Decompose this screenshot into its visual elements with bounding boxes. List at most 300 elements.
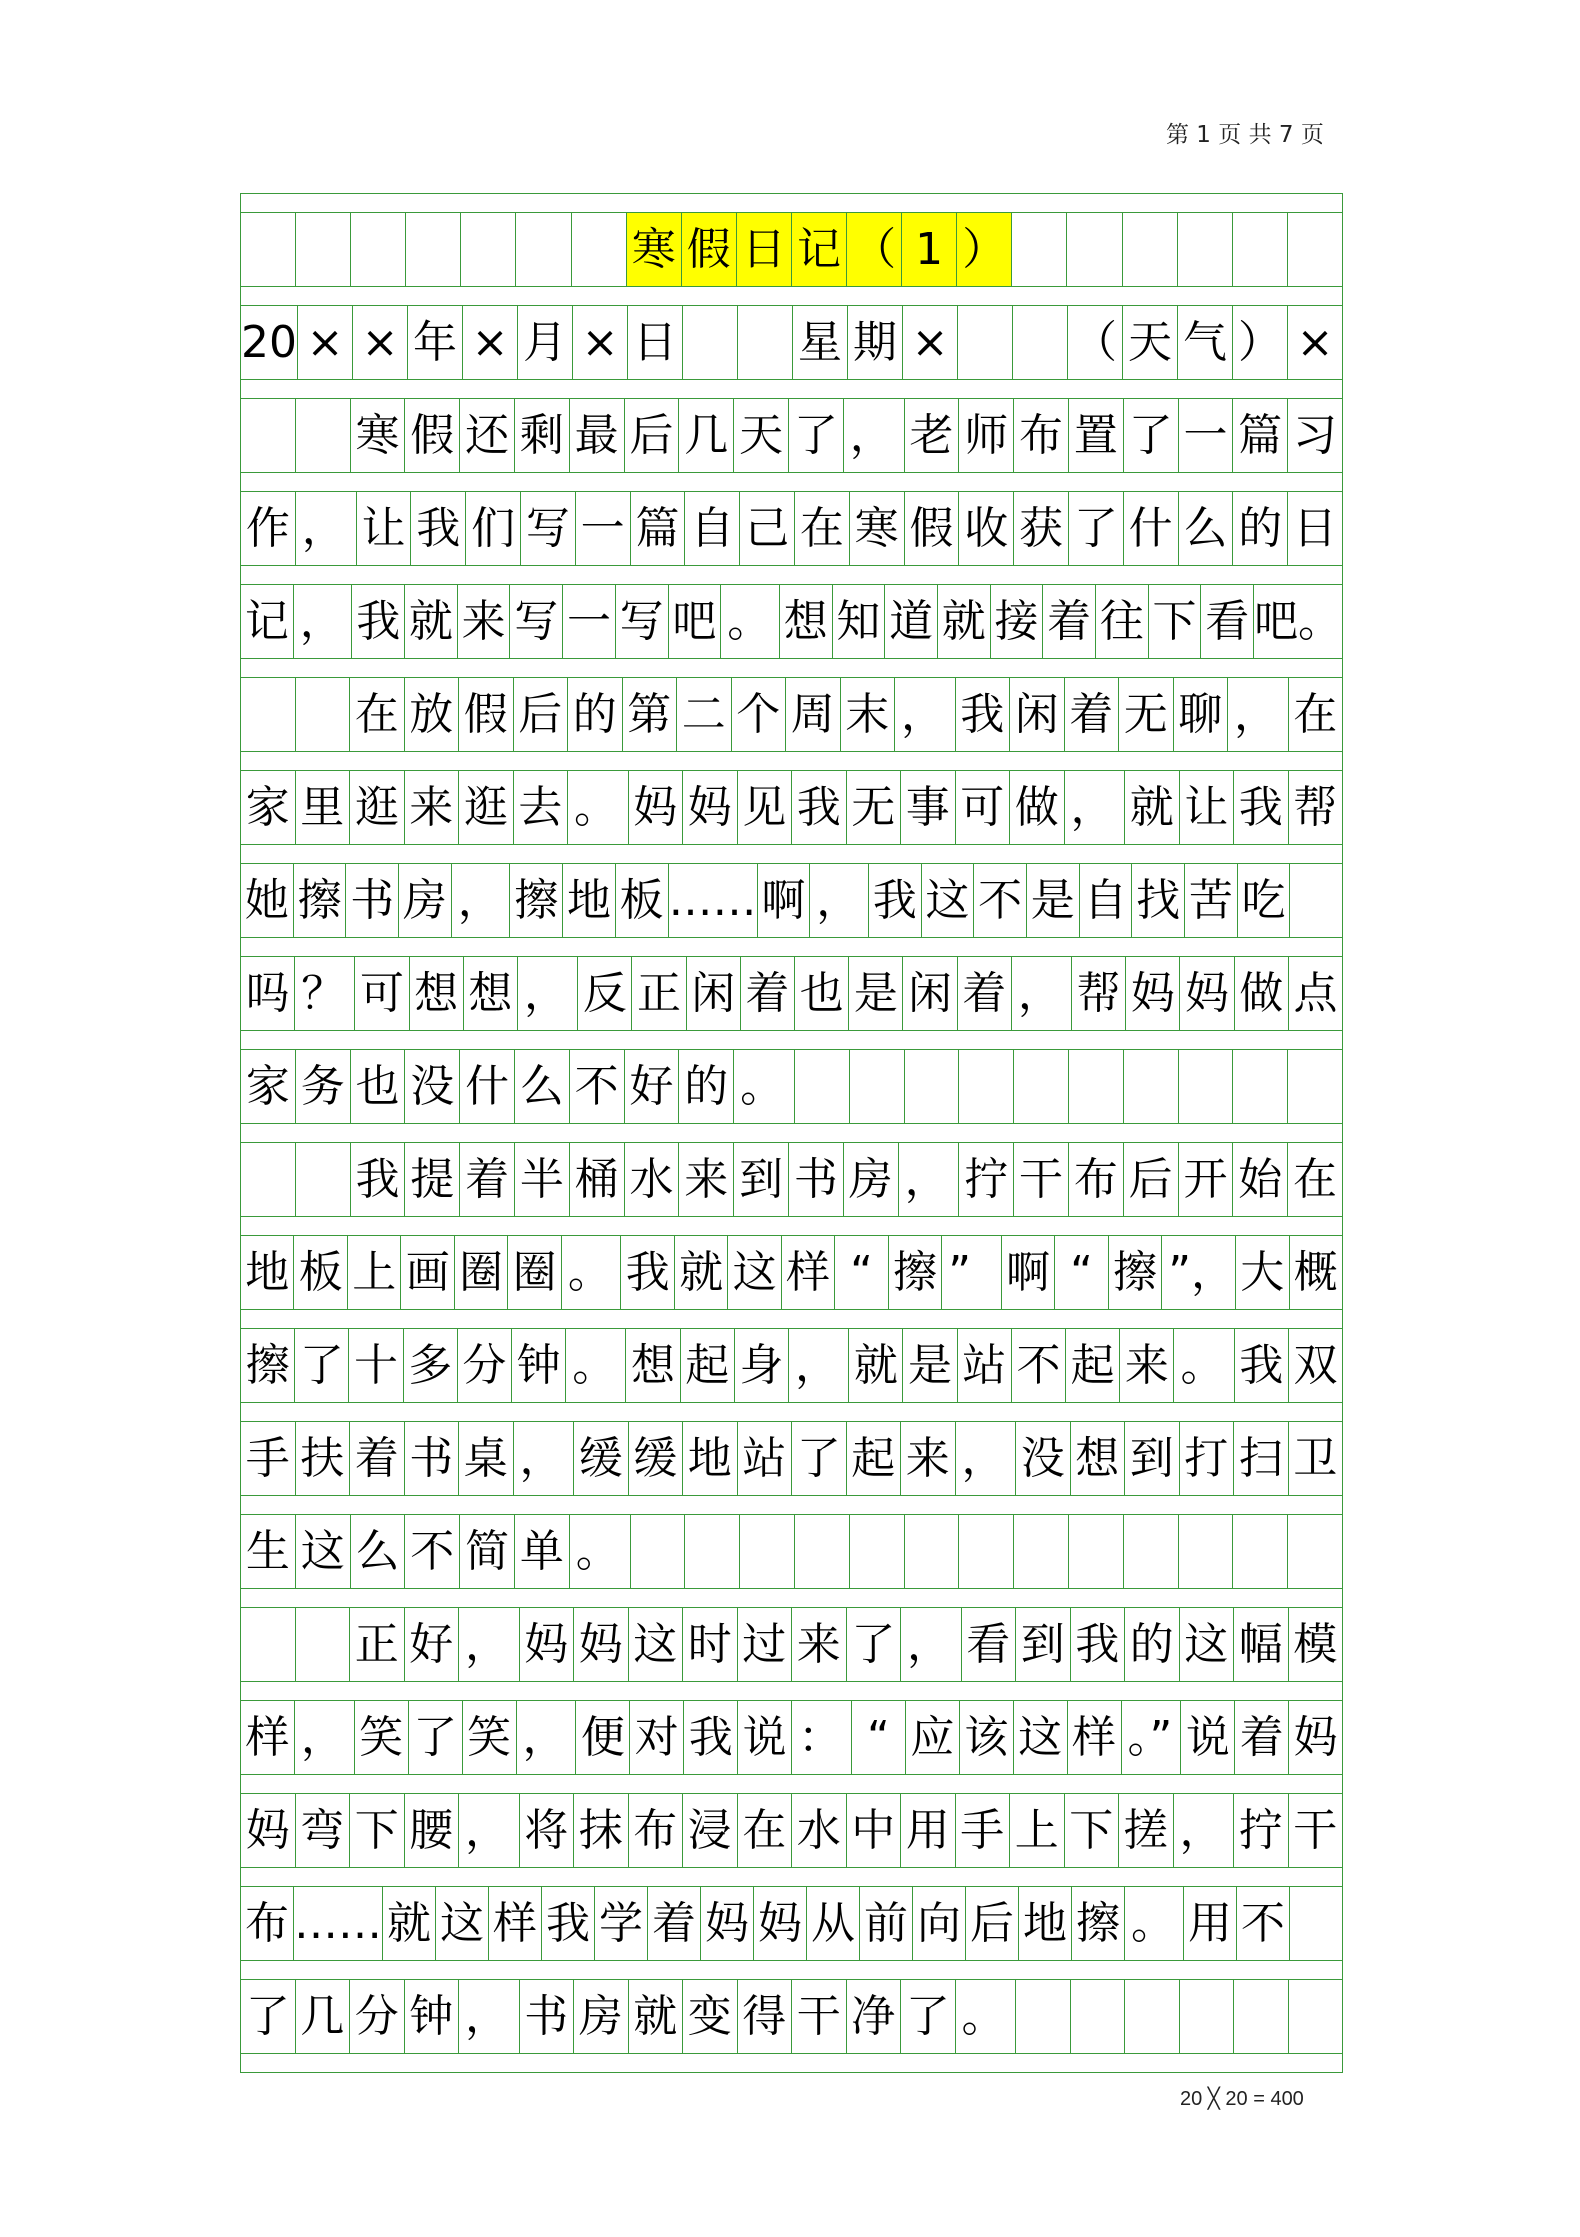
grid-cell: 妈	[701, 1887, 754, 1960]
grid-cell: 了	[295, 1329, 349, 1402]
grid-cell: 这	[1014, 1701, 1068, 1774]
grid-cell: 抹	[574, 1794, 629, 1867]
grid-cell: 去	[514, 771, 569, 844]
grid-cell: ，	[459, 1608, 520, 1681]
grid-cell: 布	[629, 1794, 684, 1867]
grid-cell: 妈	[1126, 957, 1180, 1030]
grid-cell: 擦	[510, 864, 563, 937]
row-spacer	[240, 2053, 1343, 2072]
grid-cell: 干	[1289, 1794, 1344, 1867]
grid-cell: 闲	[687, 957, 741, 1030]
grid-cell: 半	[515, 1143, 570, 1216]
title-cell	[296, 213, 351, 286]
grid-cell: 最	[570, 399, 625, 472]
grid-cell: 着	[1043, 585, 1096, 658]
grid-cell: 来	[792, 1608, 847, 1681]
grid-cell: 水	[625, 1143, 680, 1216]
row-spacer	[240, 1495, 1343, 1514]
grid-cell	[1125, 1980, 1180, 2053]
grid-cell: 闲	[903, 957, 957, 1030]
grid-cell: 样	[241, 1701, 295, 1774]
grid-cell: 想	[1071, 1422, 1126, 1495]
grid-cell: 逛	[350, 771, 405, 844]
text-row	[240, 1142, 1343, 1216]
grid-cell: 没	[405, 1050, 460, 1123]
grid-cell: 收	[959, 492, 1014, 565]
grid-cell: 下	[1065, 1794, 1120, 1867]
grid-cell: 在	[795, 492, 850, 565]
grid-cell: 帮	[1072, 957, 1126, 1030]
grid-cell: 地	[563, 864, 616, 937]
grid-cell: 书	[789, 1143, 844, 1216]
grid-cell: 了	[1069, 492, 1124, 565]
grid-cell: 日	[628, 306, 683, 379]
grid-cell: 着	[648, 1887, 701, 1960]
grid-cell: 妈	[520, 1608, 575, 1681]
grid-cell: 来	[901, 1422, 956, 1495]
grid-cell: 不	[1237, 1887, 1290, 1960]
title-cell	[406, 213, 461, 286]
grid-cell: 妈	[1289, 1701, 1343, 1774]
grid-cell: 就	[405, 585, 458, 658]
grid-cell: ，	[1012, 957, 1072, 1030]
grid-cell: 想	[780, 585, 833, 658]
title-cell: 假	[682, 213, 737, 286]
grid-cell: 无	[847, 771, 902, 844]
grid-cell	[958, 306, 1013, 379]
grid-cell: 我	[1235, 1329, 1289, 1402]
grid-cell: 了	[901, 1980, 956, 2053]
grid-cell: 假	[905, 492, 960, 565]
grid-cell: 房	[399, 864, 452, 937]
row-spacer	[240, 1216, 1343, 1235]
grid-cell: 这	[922, 864, 975, 937]
row-spacer	[240, 1402, 1343, 1421]
grid-cell: 扶	[296, 1422, 351, 1495]
grid-cell: 吗	[241, 957, 295, 1030]
grid-cell	[850, 1050, 905, 1123]
grid-cell: 二	[677, 678, 732, 751]
grid-cell: 着	[958, 957, 1012, 1030]
grid-cell: 着	[350, 1422, 405, 1495]
grid-cell	[850, 1515, 905, 1588]
grid-cell: 让	[357, 492, 412, 565]
grid-cell: 置	[1069, 399, 1124, 472]
grid-cell	[683, 306, 738, 379]
grid-cell: 就	[383, 1887, 436, 1960]
grid-cell	[296, 1143, 351, 1216]
grid-cell: 了	[792, 1422, 847, 1495]
grid-cell: 圈	[455, 1236, 508, 1309]
grid-cell: 卫	[1289, 1422, 1344, 1495]
grid-cell: ×	[353, 306, 408, 379]
grid-cell: 这	[436, 1887, 489, 1960]
grid-cell: 说	[738, 1701, 792, 1774]
grid-cell: 老	[905, 399, 960, 472]
grid-cell: ，	[517, 1701, 577, 1774]
grid-cell: ，	[956, 1422, 1017, 1495]
grid-cell: 地	[1019, 1887, 1072, 1960]
grid-cell: 就	[629, 1980, 684, 2053]
grid-cell: ……	[669, 864, 758, 937]
title-cell: 1	[902, 213, 957, 286]
grid-cell: 分	[458, 1329, 512, 1402]
grid-cell: 缓	[629, 1422, 684, 1495]
grid-cell: 钟	[512, 1329, 566, 1402]
grid-cell: 十	[349, 1329, 403, 1402]
grid-cell	[1290, 1887, 1343, 1960]
grid-cell: 一	[563, 585, 616, 658]
grid-cell: ×	[903, 306, 958, 379]
grid-cell: 后	[1124, 1143, 1179, 1216]
grid-cell: ，	[514, 1422, 575, 1495]
grid-cell: 提	[405, 1143, 460, 1216]
grid-cell: 腰	[405, 1794, 460, 1867]
grid-cell: 可	[355, 957, 409, 1030]
grid-cell: 浸	[683, 1794, 738, 1867]
grid-cell: 记	[241, 585, 294, 658]
grid-cell: ，	[844, 399, 905, 472]
grid-cell: 篇	[1233, 399, 1288, 472]
grid-cell: 妈	[754, 1887, 807, 1960]
grid-cell: 正	[632, 957, 686, 1030]
grid-cell: 来	[458, 585, 511, 658]
grid-cell: 做	[1010, 771, 1065, 844]
grid-cell: 没	[1016, 1422, 1071, 1495]
row-spacer	[240, 1681, 1343, 1700]
grid-cell: 我	[411, 492, 466, 565]
grid-cell: 这	[1180, 1608, 1235, 1681]
grid-cell: ”，	[1162, 1236, 1236, 1309]
grid-cell: 无	[1119, 678, 1174, 751]
grid-cell: 这	[296, 1515, 351, 1588]
row-spacer	[240, 565, 1343, 584]
grid-cell: 啊	[1002, 1236, 1055, 1309]
grid-cell: 在	[1288, 1143, 1343, 1216]
row-spacer	[240, 751, 1343, 770]
grid-cell: 地	[683, 1422, 738, 1495]
grid-cell	[1288, 1515, 1343, 1588]
row-spacer	[240, 1960, 1343, 1979]
grid-cell: ，	[901, 1608, 962, 1681]
grid-cell: 正	[350, 1608, 405, 1681]
grid-cell: 末	[841, 678, 896, 751]
grid-cell: 概	[1290, 1236, 1343, 1309]
grid-cell: 获	[1014, 492, 1069, 565]
grid-cell: 。”	[1122, 1701, 1182, 1774]
grid-size-note: 20 ╳ 20 = 400	[1180, 2088, 1304, 2110]
title-cell	[1012, 213, 1067, 286]
grid-cell: 么	[515, 1050, 570, 1123]
grid-cell: 了	[789, 399, 844, 472]
grid-cell: 个	[732, 678, 787, 751]
text-row	[240, 584, 1343, 658]
grid-cell: 拧	[1234, 1794, 1289, 1867]
grid-cell: 样	[489, 1887, 542, 1960]
grid-cell: ，	[1228, 678, 1289, 751]
grid-cell: 20	[241, 306, 298, 379]
grid-cell	[1179, 1050, 1234, 1123]
grid-cell: 到	[1016, 1608, 1071, 1681]
grid-cell: 上	[348, 1236, 401, 1309]
grid-cell: 桌	[459, 1422, 514, 1495]
grid-cell: 我	[1071, 1608, 1126, 1681]
grid-cell: 啊	[758, 864, 811, 937]
grid-cell: 月	[518, 306, 573, 379]
grid-cell: 时	[683, 1608, 738, 1681]
title-cell: 日	[737, 213, 792, 286]
text-row	[240, 491, 1343, 565]
grid-cell: 多	[404, 1329, 458, 1402]
grid-cell: 双	[1289, 1329, 1343, 1402]
grid-cell: 打	[1180, 1422, 1235, 1495]
grid-cell: 天	[734, 399, 789, 472]
grid-cell	[738, 306, 793, 379]
grid-cell: ，	[452, 864, 511, 937]
grid-cell: 在	[1289, 678, 1344, 751]
grid-cell: 。	[734, 1050, 795, 1123]
date-row	[240, 305, 1343, 379]
grid-cell: 日	[1288, 492, 1343, 565]
text-row	[240, 1793, 1343, 1867]
grid-cell: 。	[570, 1515, 631, 1588]
grid-cell: 我	[1234, 771, 1289, 844]
title-cell: （	[847, 213, 902, 286]
grid-cell: 得	[738, 1980, 793, 2053]
text-row	[240, 1514, 1343, 1588]
grid-cell: 务	[296, 1050, 351, 1123]
grid-cell: 什	[1124, 492, 1179, 565]
grid-cell	[740, 1515, 795, 1588]
text-row	[240, 1700, 1343, 1774]
grid-cell: 书	[346, 864, 399, 937]
grid-cell	[1069, 1050, 1124, 1123]
grid-cell: 从	[807, 1887, 860, 1960]
grid-cell: 的	[1125, 1608, 1180, 1681]
grid-cell: 她	[241, 864, 294, 937]
grid-cell: ，	[810, 864, 869, 937]
grid-cell: 写	[616, 585, 669, 658]
grid-cell: （	[1068, 306, 1123, 379]
title-cell: 记	[792, 213, 847, 286]
grid-cell: 闲	[1010, 678, 1065, 751]
grid-cell: ，	[1174, 1794, 1235, 1867]
grid-cell: 几	[296, 1980, 351, 2053]
title-cell	[1233, 213, 1288, 286]
grid-cell: 让	[1180, 771, 1235, 844]
grid-cell: 生	[241, 1515, 296, 1588]
grid-cell: 逛	[459, 771, 514, 844]
grid-cell: ”	[942, 1236, 1001, 1309]
grid-cell: 后	[625, 399, 680, 472]
grid-cell: 分	[350, 1980, 405, 2053]
grid-cell: 不	[1012, 1329, 1066, 1402]
text-row	[240, 770, 1343, 844]
page-indicator: 第 1 页 共 7 页	[1166, 122, 1324, 148]
grid-cell: 习	[1288, 399, 1343, 472]
grid-cell: 中	[847, 1794, 902, 1867]
grid-cell: 寒	[351, 399, 406, 472]
grid-cell: 身	[735, 1329, 789, 1402]
grid-cell: 了	[241, 1980, 296, 2053]
grid-cell: 这	[629, 1608, 684, 1681]
grid-cell: 天	[1123, 306, 1178, 379]
grid-cell: 。	[956, 1980, 1017, 2053]
grid-cell: 做	[1235, 957, 1289, 1030]
grid-cell: 圈	[508, 1236, 561, 1309]
title-cell	[1123, 213, 1178, 286]
grid-cell: 站	[958, 1329, 1012, 1402]
grid-cell: 好	[625, 1050, 680, 1123]
grid-cell: 应	[906, 1701, 960, 1774]
grid-cell: 干	[1014, 1143, 1069, 1216]
grid-cell: 己	[740, 492, 795, 565]
grid-cell: 见	[738, 771, 793, 844]
grid-cell: 我	[869, 864, 922, 937]
grid-cell	[1124, 1515, 1179, 1588]
grid-cell: 自	[1080, 864, 1133, 937]
title-cell	[1288, 213, 1343, 286]
grid-cell	[1014, 1515, 1069, 1588]
row-spacer	[240, 379, 1343, 398]
grid-cell: 布	[1014, 399, 1069, 472]
grid-cell	[1013, 306, 1068, 379]
grid-cell: 笑	[355, 1701, 409, 1774]
grid-cell: 就	[938, 585, 991, 658]
row-spacer	[240, 472, 1343, 491]
grid-cell: 始	[1233, 1143, 1288, 1216]
row-spacer	[240, 658, 1343, 677]
grid-cell: 来	[1120, 1329, 1174, 1402]
grid-cell: 周	[786, 678, 841, 751]
grid-cell: 将	[520, 1794, 575, 1867]
grid-cell: 桶	[570, 1143, 625, 1216]
grid-cell: 可	[956, 771, 1011, 844]
text-row	[240, 398, 1343, 472]
grid-cell: 们	[466, 492, 521, 565]
grid-bottom-border	[240, 2072, 1343, 2073]
grid-cell	[296, 678, 351, 751]
grid-cell: 手	[241, 1422, 296, 1495]
grid-cell	[959, 1515, 1014, 1588]
grid-cell: 后	[966, 1887, 1019, 1960]
grid-cell	[1233, 1050, 1288, 1123]
grid-cell: 擦	[1109, 1236, 1162, 1309]
grid-cell: 开	[1179, 1143, 1234, 1216]
grid-cell: 也	[795, 957, 849, 1030]
grid-cell: 就	[675, 1236, 728, 1309]
grid-cell: 干	[792, 1980, 847, 2053]
grid-cell: ×	[573, 306, 628, 379]
grid-cell: ？	[295, 957, 355, 1030]
grid-cell: 变	[683, 1980, 738, 2053]
grid-cell: 着	[460, 1143, 515, 1216]
grid-cell	[1289, 1980, 1344, 2053]
grid-cell: 剩	[515, 399, 570, 472]
grid-cell: 着	[741, 957, 795, 1030]
row-spacer	[240, 1588, 1343, 1607]
grid-cell	[1288, 1050, 1343, 1123]
text-row	[240, 1421, 1343, 1495]
grid-cell: 学	[595, 1887, 648, 1960]
grid-cell: ：	[792, 1701, 852, 1774]
grid-cell: 对	[630, 1701, 684, 1774]
grid-cell: 前	[860, 1887, 913, 1960]
grid-cell: 我	[684, 1701, 738, 1774]
grid-cell: 用	[901, 1794, 956, 1867]
grid-cell: 篇	[631, 492, 686, 565]
text-row	[240, 1235, 1343, 1309]
grid-cell: ，	[459, 1794, 520, 1867]
grid-cell	[241, 1608, 296, 1681]
text-row	[240, 1979, 1343, 2053]
grid-cell: 的	[679, 1050, 734, 1123]
grid-cell: 该	[960, 1701, 1014, 1774]
grid-cell: 我	[352, 585, 405, 658]
grid-cell: 妈	[629, 771, 684, 844]
text-row	[240, 956, 1343, 1030]
grid-cell: 幅	[1234, 1608, 1289, 1681]
title-cell	[516, 213, 571, 286]
grid-cell: 期	[848, 306, 903, 379]
grid-cell	[795, 1515, 850, 1588]
grid-cell: 一	[576, 492, 631, 565]
grid-cell: 。	[566, 1329, 626, 1402]
grid-cell: 作	[241, 492, 296, 565]
grid-cell: 知	[833, 585, 886, 658]
grid-cell: 什	[460, 1050, 515, 1123]
title-cell: 寒	[627, 213, 682, 286]
grid-cell: 吧	[669, 585, 722, 658]
grid-cell	[905, 1515, 960, 1588]
text-row	[240, 863, 1343, 937]
grid-cell: 还	[460, 399, 515, 472]
grid-cell	[795, 1050, 850, 1123]
text-row	[240, 1886, 1343, 1960]
row-spacer	[240, 844, 1343, 863]
grid-cell: 样	[782, 1236, 835, 1309]
grid-cell: 下	[350, 1794, 405, 1867]
grid-cell: 聊	[1174, 678, 1229, 751]
grid-cell: 书	[520, 1980, 575, 2053]
grid-cell: 着	[1065, 678, 1120, 751]
grid-cell: 的	[568, 678, 623, 751]
grid-cell: 大	[1236, 1236, 1289, 1309]
grid-cell: 不	[405, 1515, 460, 1588]
grid-cell: 放	[405, 678, 460, 751]
grid-cell: 家	[241, 1050, 296, 1123]
composition-grid	[240, 193, 1343, 2073]
grid-cell	[905, 1050, 960, 1123]
grid-cell: 布	[1069, 1143, 1124, 1216]
grid-cell: ，	[895, 678, 956, 751]
grid-cell: 家	[241, 771, 296, 844]
grid-cell: 站	[738, 1422, 793, 1495]
title-cell	[572, 213, 627, 286]
grid-cell: 简	[460, 1515, 515, 1588]
grid-cell: 反	[578, 957, 632, 1030]
grid-cell: 我	[621, 1236, 674, 1309]
row-spacer	[240, 1867, 1343, 1886]
grid-cell	[631, 1515, 686, 1588]
grid-cell: ，	[1065, 771, 1126, 844]
grid-cell: 上	[1010, 1794, 1065, 1867]
grid-cell: 到	[1125, 1422, 1180, 1495]
grid-cell: 想	[410, 957, 464, 1030]
grid-cell: 过	[738, 1608, 793, 1681]
grid-cell: 假	[405, 399, 460, 472]
grid-cell: 了	[1124, 399, 1179, 472]
